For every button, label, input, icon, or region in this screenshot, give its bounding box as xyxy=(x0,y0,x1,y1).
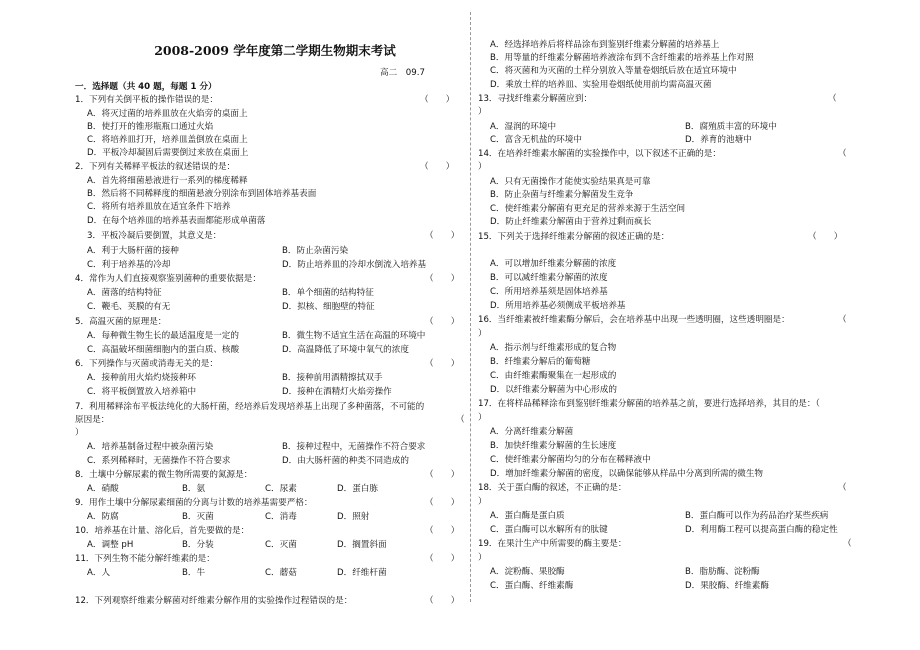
q6-option-b: B．接种前用酒精擦拭双手 xyxy=(282,373,383,383)
question-19: 19．在果汁生产中所需要的酶主要是： xyxy=(478,539,627,549)
q1-option-b: B．使打开的锥形瓶瓶口通过火焰 xyxy=(87,122,214,132)
q3-option-c: C．利于培养基的冷却 xyxy=(87,260,171,270)
q12-option-d: D．乘放土样的培养皿、实验用卷烟纸使用前均需高温灭菌 xyxy=(490,80,712,90)
q18-option-c: C．蛋白酶可以水解所有的肽键 xyxy=(490,525,608,535)
q4-option-d: D．拟核、细胞壁的特征 xyxy=(282,302,375,312)
q16-option-d: D．以纤维素分解菌为中心形成的 xyxy=(490,385,617,395)
q6-option-a: A．接种前用火焰灼烧接种环 xyxy=(87,373,197,383)
q12-option-b: B．用等量的纤维素分解菌培养液涂布到不含纤维素的培养基上作对照 xyxy=(490,53,754,63)
q4-option-a: A．菌落的结构特征 xyxy=(87,288,162,298)
q19-option-b: B．脂肪酶、淀粉酶 xyxy=(685,567,760,577)
question-7: 7．利用稀释涂布平板法纯化的大肠杆菌，经培养后发现培养基上出现了多种菌落，不可能的 xyxy=(75,402,425,412)
answer-paren-18-close: ） xyxy=(478,497,487,507)
q11-option-d: D．纤维杆菌 xyxy=(337,568,387,578)
q5-option-a: A．每种微生物生长的最适温度是一定的 xyxy=(87,331,239,341)
q6-option-d: D．接种在酒精灯火焰旁操作 xyxy=(282,387,392,397)
q17-option-a: A．分离纤维素分解菌 xyxy=(490,427,574,437)
q12-option-c: C．将灭菌和为灭菌的土样分别放入等量卷烟纸后放在适宜环境中 xyxy=(490,66,737,76)
q1-option-a: A．将灭过菌的培养皿放在火焰旁的桌面上 xyxy=(87,109,248,119)
q4-option-b: B．单个细菌的结构特征 xyxy=(282,288,374,298)
q11-option-a: A．人 xyxy=(87,568,111,578)
q3-option-a: A．利于大肠杆菌的接种 xyxy=(87,246,179,256)
answer-paren-2: （ ） xyxy=(420,162,455,172)
question-5: 5．高温灭菌的原理是： xyxy=(75,317,167,327)
q8-option-c: C．尿素 xyxy=(265,484,297,494)
question-14: 14．在培养纤维素水解菌的实验操作中，以下叙述不正确的是： xyxy=(478,149,721,159)
answer-paren-19: （ xyxy=(843,539,852,549)
question-13: 13．寻找纤维素分解菌应到： xyxy=(478,94,593,104)
answer-paren-1: （ ） xyxy=(420,95,455,105)
q13-option-d: D．养育的池塘中 xyxy=(685,135,752,145)
q16-option-c: C．由纤维素酶聚集在一起形成的 xyxy=(490,371,617,381)
q17-option-b: B．加快纤维素分解菌的生长速度 xyxy=(490,441,617,451)
answer-paren-19-close: ） xyxy=(478,553,487,563)
q15-option-c: C．所用培养基须是固体培养基 xyxy=(490,287,608,297)
q2-option-b: B．然后将不同稀释度的细菌悬液分别涂布到固体培养基表面 xyxy=(87,189,317,199)
q9-option-d: D．照射 xyxy=(337,512,370,522)
question-16: 16．当纤维素被纤维素酶分解后，会在培养基中出现一些透明圈，这些透明圈是： xyxy=(478,315,790,325)
question-3: 3．平板冷凝后要倒置，其意义是： xyxy=(87,231,222,241)
q10-option-d: D．搁置斜面 xyxy=(337,540,387,550)
question-7-cont: 原因是： xyxy=(75,415,110,425)
q11-option-b: B．牛 xyxy=(182,568,206,578)
q13-option-b: B．腐殖质丰富的环境中 xyxy=(685,122,777,132)
answer-paren-14-close: ） xyxy=(478,162,487,172)
answer-paren-15: （ ） xyxy=(808,232,843,242)
question-9: 9．用作土壤中分解尿素细菌的分离与计数的培养基需要严格： xyxy=(75,498,313,508)
q10-option-a: A．调整 pH xyxy=(87,540,134,550)
question-10: 10．培养基在计量、溶化后，首先要做的是： xyxy=(75,526,250,536)
question-11: 11．下列生物不能分解纤维素的是： xyxy=(75,554,215,564)
q5-option-c: C．高温破坏细菌细胞内的蛋白质、核酸 xyxy=(87,345,240,355)
q5-option-b: B．微生物不适宜生活在高温的环境中 xyxy=(282,331,426,341)
answer-paren-6: （ ） xyxy=(425,359,460,369)
q9-option-a: A．防腐 xyxy=(87,512,119,522)
question-12: 12．下列观察纤维素分解菌对纤维素分解作用的实验操作过程错误的是： xyxy=(75,596,353,606)
q2-option-d: D．在每个培养皿的培养基表面都能形成单菌落 xyxy=(87,216,266,226)
q3-option-b: B．防止杂菌污染 xyxy=(282,246,349,256)
answer-paren-14: （ xyxy=(838,149,847,159)
answer-paren-16: （ xyxy=(838,315,847,325)
answer-paren-7-close: ） xyxy=(75,428,84,438)
q12-option-a: A．经选择培养后将样品涂布到鉴别纤维素分解菌的培养基上 xyxy=(490,40,720,50)
question-2: 2．下列有关稀释平板法的叙述错误的是： xyxy=(75,162,236,172)
question-8: 8．土壤中分解尿素的微生物所需要的氮源是： xyxy=(75,470,253,480)
q13-option-a: A．湿润的环境中 xyxy=(490,122,557,132)
q7-option-c: C．系列稀释时，无菌操作不符合要求 xyxy=(87,456,231,466)
q3-option-d: D．防止培养皿的冷却水倒流入培养基 xyxy=(282,260,427,270)
q19-option-d: D．果胶酶、纤维素酶 xyxy=(685,581,769,591)
q7-option-a: A．培养基制备过程中被杂菌污染 xyxy=(87,442,214,452)
q11-option-c: C．蘑菇 xyxy=(265,568,297,578)
answer-paren-17-close: ） xyxy=(478,413,487,423)
q1-option-d: D．平板冷却凝固后需要倒过来放在桌面上 xyxy=(87,148,249,158)
answer-paren-13: （ xyxy=(828,94,854,104)
question-1: 1．下列有关倒平板的操作错误的是： xyxy=(75,95,218,105)
q15-option-a: A．可以增加纤维素分解菌的浓度 xyxy=(490,259,617,269)
q18-option-d: D．利用酶工程可以提高蛋白酶的稳定性 xyxy=(685,525,838,535)
q1-option-c: C．将培养皿打开，培养皿盖倒放在桌面上 xyxy=(87,135,248,145)
answer-paren-13-close: ） xyxy=(478,107,487,117)
q6-option-c: C．将平板倒置放入培养箱中 xyxy=(87,387,197,397)
q8-option-a: A．硝酸 xyxy=(87,484,119,494)
column-divider xyxy=(470,12,471,602)
q5-option-d: D．高温降低了环境中氧气的浓度 xyxy=(282,345,409,355)
q8-option-d: D．蛋白胨 xyxy=(337,484,378,494)
answer-paren-4: （ ） xyxy=(425,274,460,284)
q9-option-b: B．灭菌 xyxy=(182,512,214,522)
answer-paren-3: （ ） xyxy=(425,231,460,241)
q17-option-d: D．增加纤维素分解菌的密度，以确保能够从样品中分离到所需的微生物 xyxy=(490,469,764,479)
q14-option-c: C．使纤维素分解菌有更充足的营养来源于生活空间 xyxy=(490,204,686,214)
answer-paren-11: （ ） xyxy=(425,554,460,564)
grade-label: 高二 09.7 xyxy=(380,68,425,78)
q19-option-c: C．蛋白酶、纤维素酶 xyxy=(490,581,574,591)
q13-option-c: C．富含无机盐的环境中 xyxy=(490,135,582,145)
q14-option-b: B．防止杂菌与纤维素分解菌发生竞争 xyxy=(490,190,634,200)
answer-paren-9: （ ） xyxy=(425,498,460,508)
q15-option-b: B．可以减纤维素分解菌的浓度 xyxy=(490,273,608,283)
answer-paren-5: （ ） xyxy=(425,317,460,327)
answer-paren-16-close: ） xyxy=(478,329,487,339)
q14-option-d: D．防止纤维素分解菌由于营养过剩而疯长 xyxy=(490,217,652,227)
answer-paren-12: （ ） xyxy=(425,596,460,606)
q7-option-d: D．由大肠杆菌的种类不同造成的 xyxy=(282,456,409,466)
question-15: 15．下列关于选择纤维素分解菌的叙述正确的是： xyxy=(478,232,670,242)
question-17: 17．在将样品稀释涂布到鉴别纤维素分解菌的培养基之前，要进行选择培养，其目的是：（ xyxy=(478,399,820,409)
q2-option-a: A．首先将细菌悬液进行一系列的梯度稀释 xyxy=(87,176,248,186)
answer-paren-7: （ xyxy=(456,415,465,425)
q8-option-b: B．氨 xyxy=(182,484,206,494)
q14-option-a: A．只有无菌操作才能使实验结果真是可靠 xyxy=(490,177,651,187)
page-title: 2008-2009 学年度第二学期生物期末考试 xyxy=(154,43,396,58)
question-18: 18．关于蛋白酶的叙述，不正确的是： xyxy=(478,483,627,493)
q10-option-b: B．分装 xyxy=(182,540,214,550)
q18-option-a: A．蛋白酶是蛋白质 xyxy=(490,511,565,521)
q4-option-c: C．鞭毛、荚膜的有无 xyxy=(87,302,171,312)
question-4: 4．常作为人们直接观察鉴别菌种的重要依据是： xyxy=(75,274,261,284)
q2-option-c: C．将所有培养皿放在适宜条件下培养 xyxy=(87,202,231,212)
q9-option-c: C．消毒 xyxy=(265,512,297,522)
answer-paren-10: （ ） xyxy=(425,526,460,536)
q17-option-c: C．使纤维素分解菌均匀的分布在稀释液中 xyxy=(490,455,651,465)
q10-option-c: C．灭菌 xyxy=(265,540,297,550)
q18-option-b: B．蛋白酶可以作为药品治疗某些疾病 xyxy=(685,511,829,521)
q16-option-a: A．指示剂与纤维素形成的复合物 xyxy=(490,343,617,353)
q16-option-b: B．纤维素分解后的葡萄糖 xyxy=(490,357,591,367)
section-header: 一．选择题（共 40 题，每题 1 分） xyxy=(75,82,217,92)
answer-paren-8: （ ） xyxy=(425,470,460,480)
q19-option-a: A．淀粉酶、果胶酶 xyxy=(490,567,565,577)
answer-paren-18: （ xyxy=(838,483,847,493)
q15-option-d: D．所用培养基必须侧成平板培养基 xyxy=(490,301,626,311)
question-6: 6．下列操作与灭菌或消毒无关的是： xyxy=(75,359,218,369)
q7-option-b: B．接种过程中，无菌操作不符合要求 xyxy=(282,442,426,452)
